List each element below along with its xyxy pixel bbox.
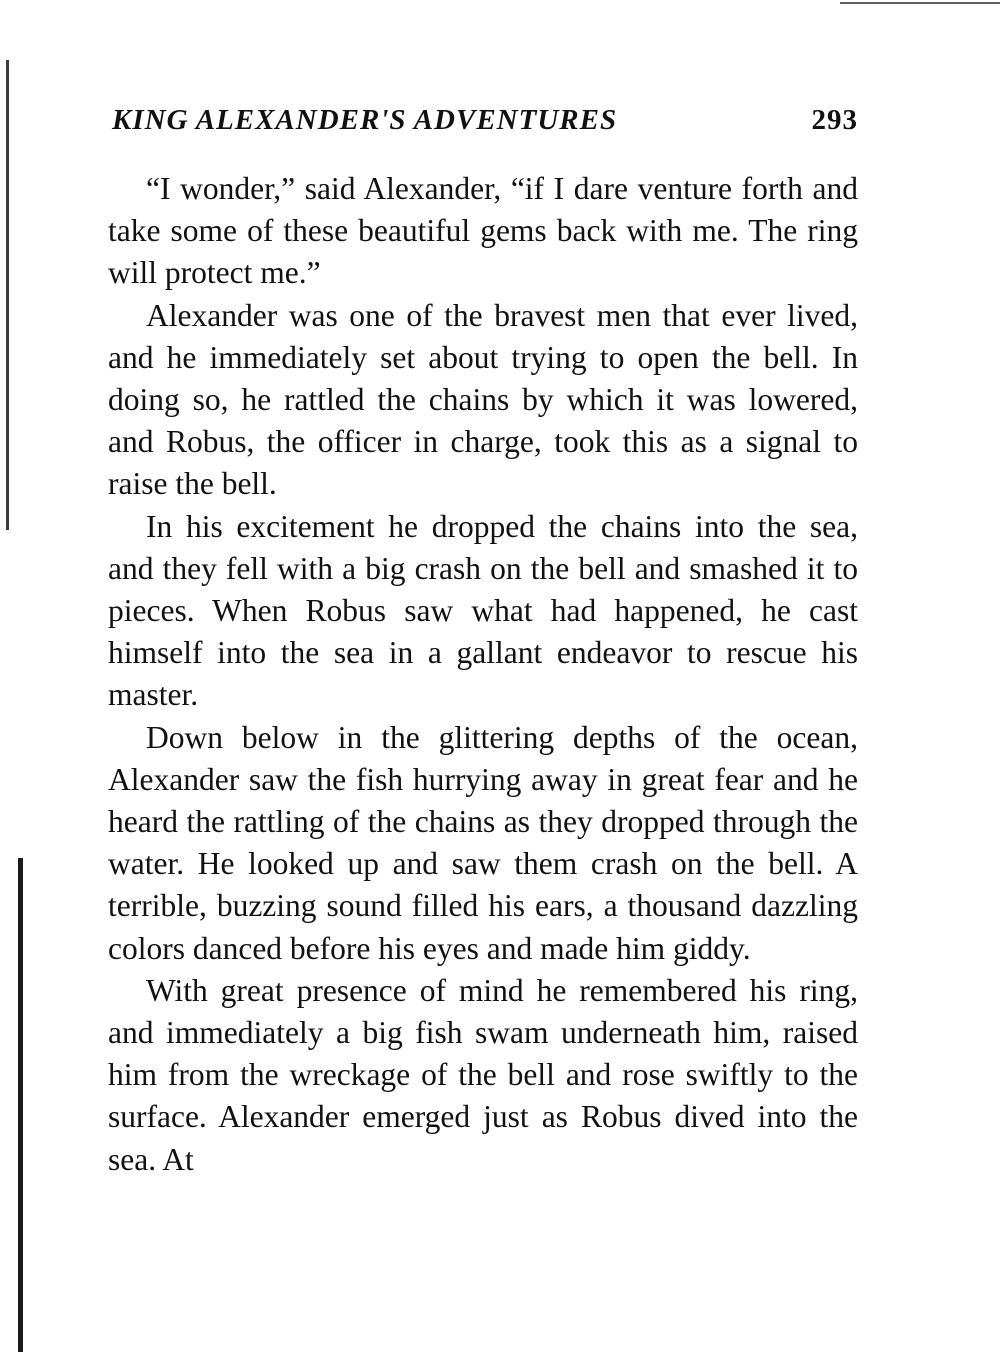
scan-edge-line [6, 60, 9, 530]
body-text [108, 168, 858, 1181]
running-head [112, 104, 858, 137]
paragraph: Down below in the glittering depths of the ocean, Alexander saw the fish hurrying away in great fear and he heard the rattling of the chains as they dropped through the water. He looked up and saw them crash on the bell. A terrible, buzzing sound filled his ears, a thousand dazzling colors danced before his eyes and made him giddy. [108, 719, 858, 966]
paragraph: With great presence of mind he remembered his ring, and immediately a big fish swam underneath him, raised him from the wreckage of the bell and rose swiftly to the surface. Alexander emerged just as Robus dived into the sea. At [108, 972, 858, 1177]
scan-edge-line [18, 858, 23, 1352]
page-number: 293 [811, 104, 858, 136]
scan-edge-line [840, 2, 1000, 4]
paragraph: “I wonder,” said Alexander, “if I dare venture forth and take some of these beautiful gems back with me. The ring will protect me.” [108, 171, 858, 291]
paragraph: Alexander was one of the bravest men that ever lived, and he immediately set about trying to open the bell. In doing so, he rattled the chains by which it was lowered, and Robus, the officer in charge, took this as a signal to raise the bell. [108, 297, 858, 502]
running-head-title: KING ALEXANDER'S ADVENTURES [112, 104, 618, 136]
paragraph: In his excitement he dropped the chains into the sea, and they fell with a big crash on the bell and smashed it to pieces. When Robus saw what had happened, he cast himself into the sea in a gallant endeavor to rescue his master. [108, 508, 858, 713]
